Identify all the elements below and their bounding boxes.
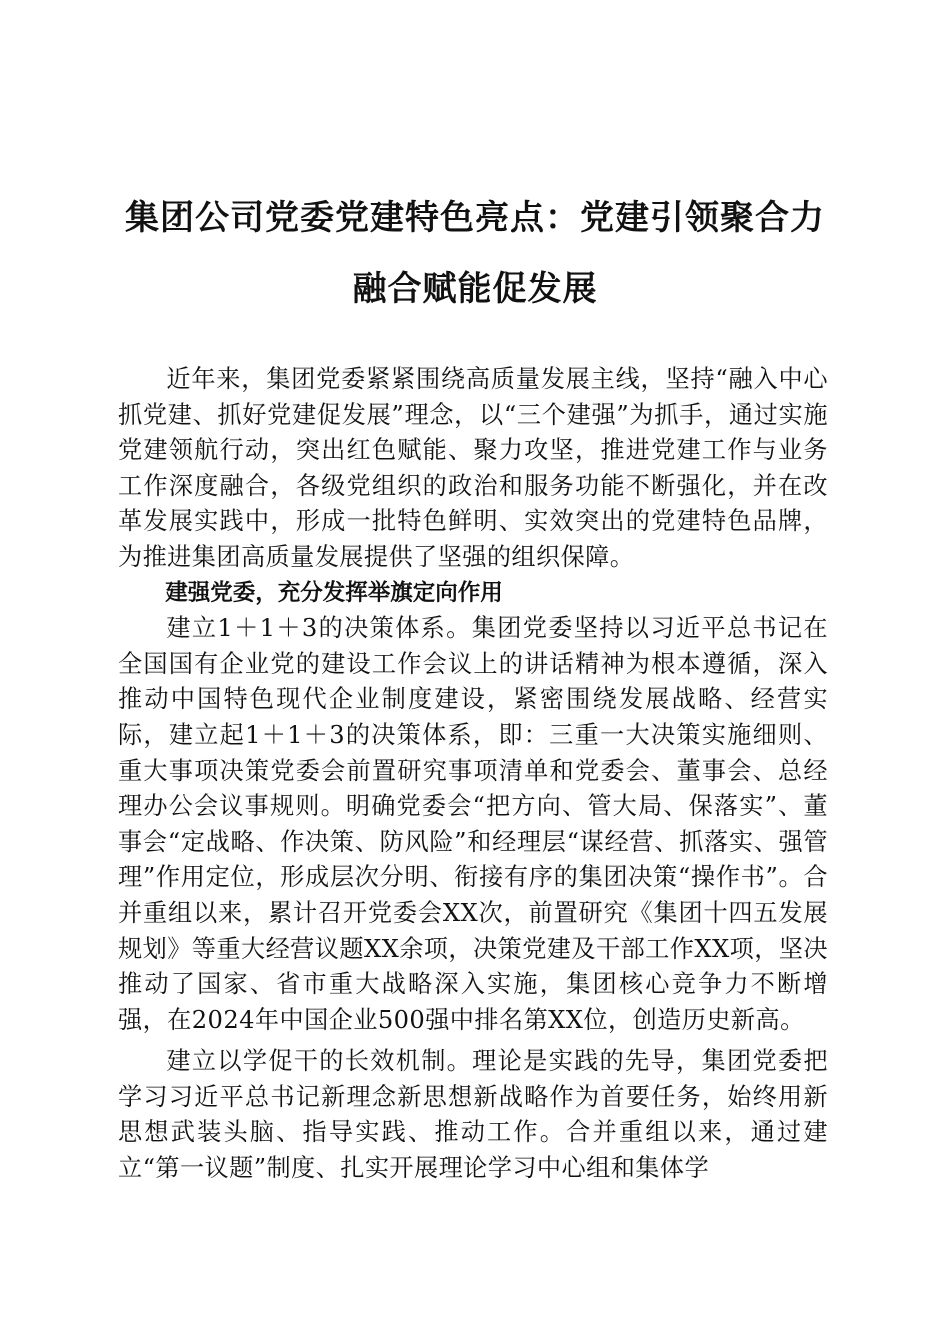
decision-system-paragraph: 建立1＋1＋3的决策体系。集团党委坚持以习近平总书记在全国国有企业党的建设工作会议上的讲话精神为根本遵循，深入推动中国特色现代企业制度建设，紧密围绕发展战略、经营实际，建立起1＋1＋3的决策体系，即：三重一大决策实施细则、重大事项决策党委会前置研究事项清单和党委会、董事会、总经理办公会议事规则。明确党委会“把方向、管大局、保落实”、董事会“定战略、作决策、防风险”和经理层“谋经营、抓落实、强管理”作用定位，形成层次分明、衔接有序的集团决策“操作书”。合并重组以来，累计召开党委会XX次，前置研究《集团十四五发展规划》等重大经营议题XX余项，决策党建及干部工作XX项，坚决推动了国家、省市重大战略深入实施，集团核心竞争力不断增强，在2024年中国企业500强中排名第XX位，创造历史新高。 xyxy=(118,614,828,1034)
document-body xyxy=(118,362,828,1187)
intro-paragraph: 近年来，集团党委紧紧围绕高质量发展主线，坚持“融入中心抓党建、抓好党建促发展”理念，以“三个建强”为抓手，通过实施党建领航行动，突出红色赋能、聚力攻坚，推进党建工作与业务工作深度融合，各级党组织的政治和服务功能不断强化，并在改革发展实践中，形成一批特色鲜明、实效突出的党建特色品牌，为推进集团高质量发展提供了坚强的组织保障。 xyxy=(118,365,828,571)
document-title-line-1: 集团公司党委党建特色亮点：党建引领聚合力 xyxy=(125,198,825,238)
section-heading: 建强党委，充分发挥举旗定向作用 xyxy=(165,579,503,606)
study-mechanism-paragraph: 建立以学促干的长效机制。理论是实践的先导，集团党委把学习习近平总书记新理念新思想新战略作为首要任务，始终用新思想武装头脑、指导实践、推动工作。合并重组以来，通过建立“第一议题”制度、扎实开展理论学习中心组和集体学 xyxy=(118,1047,828,1183)
document-title-line-2: 融合赋能促发展 xyxy=(352,269,598,309)
